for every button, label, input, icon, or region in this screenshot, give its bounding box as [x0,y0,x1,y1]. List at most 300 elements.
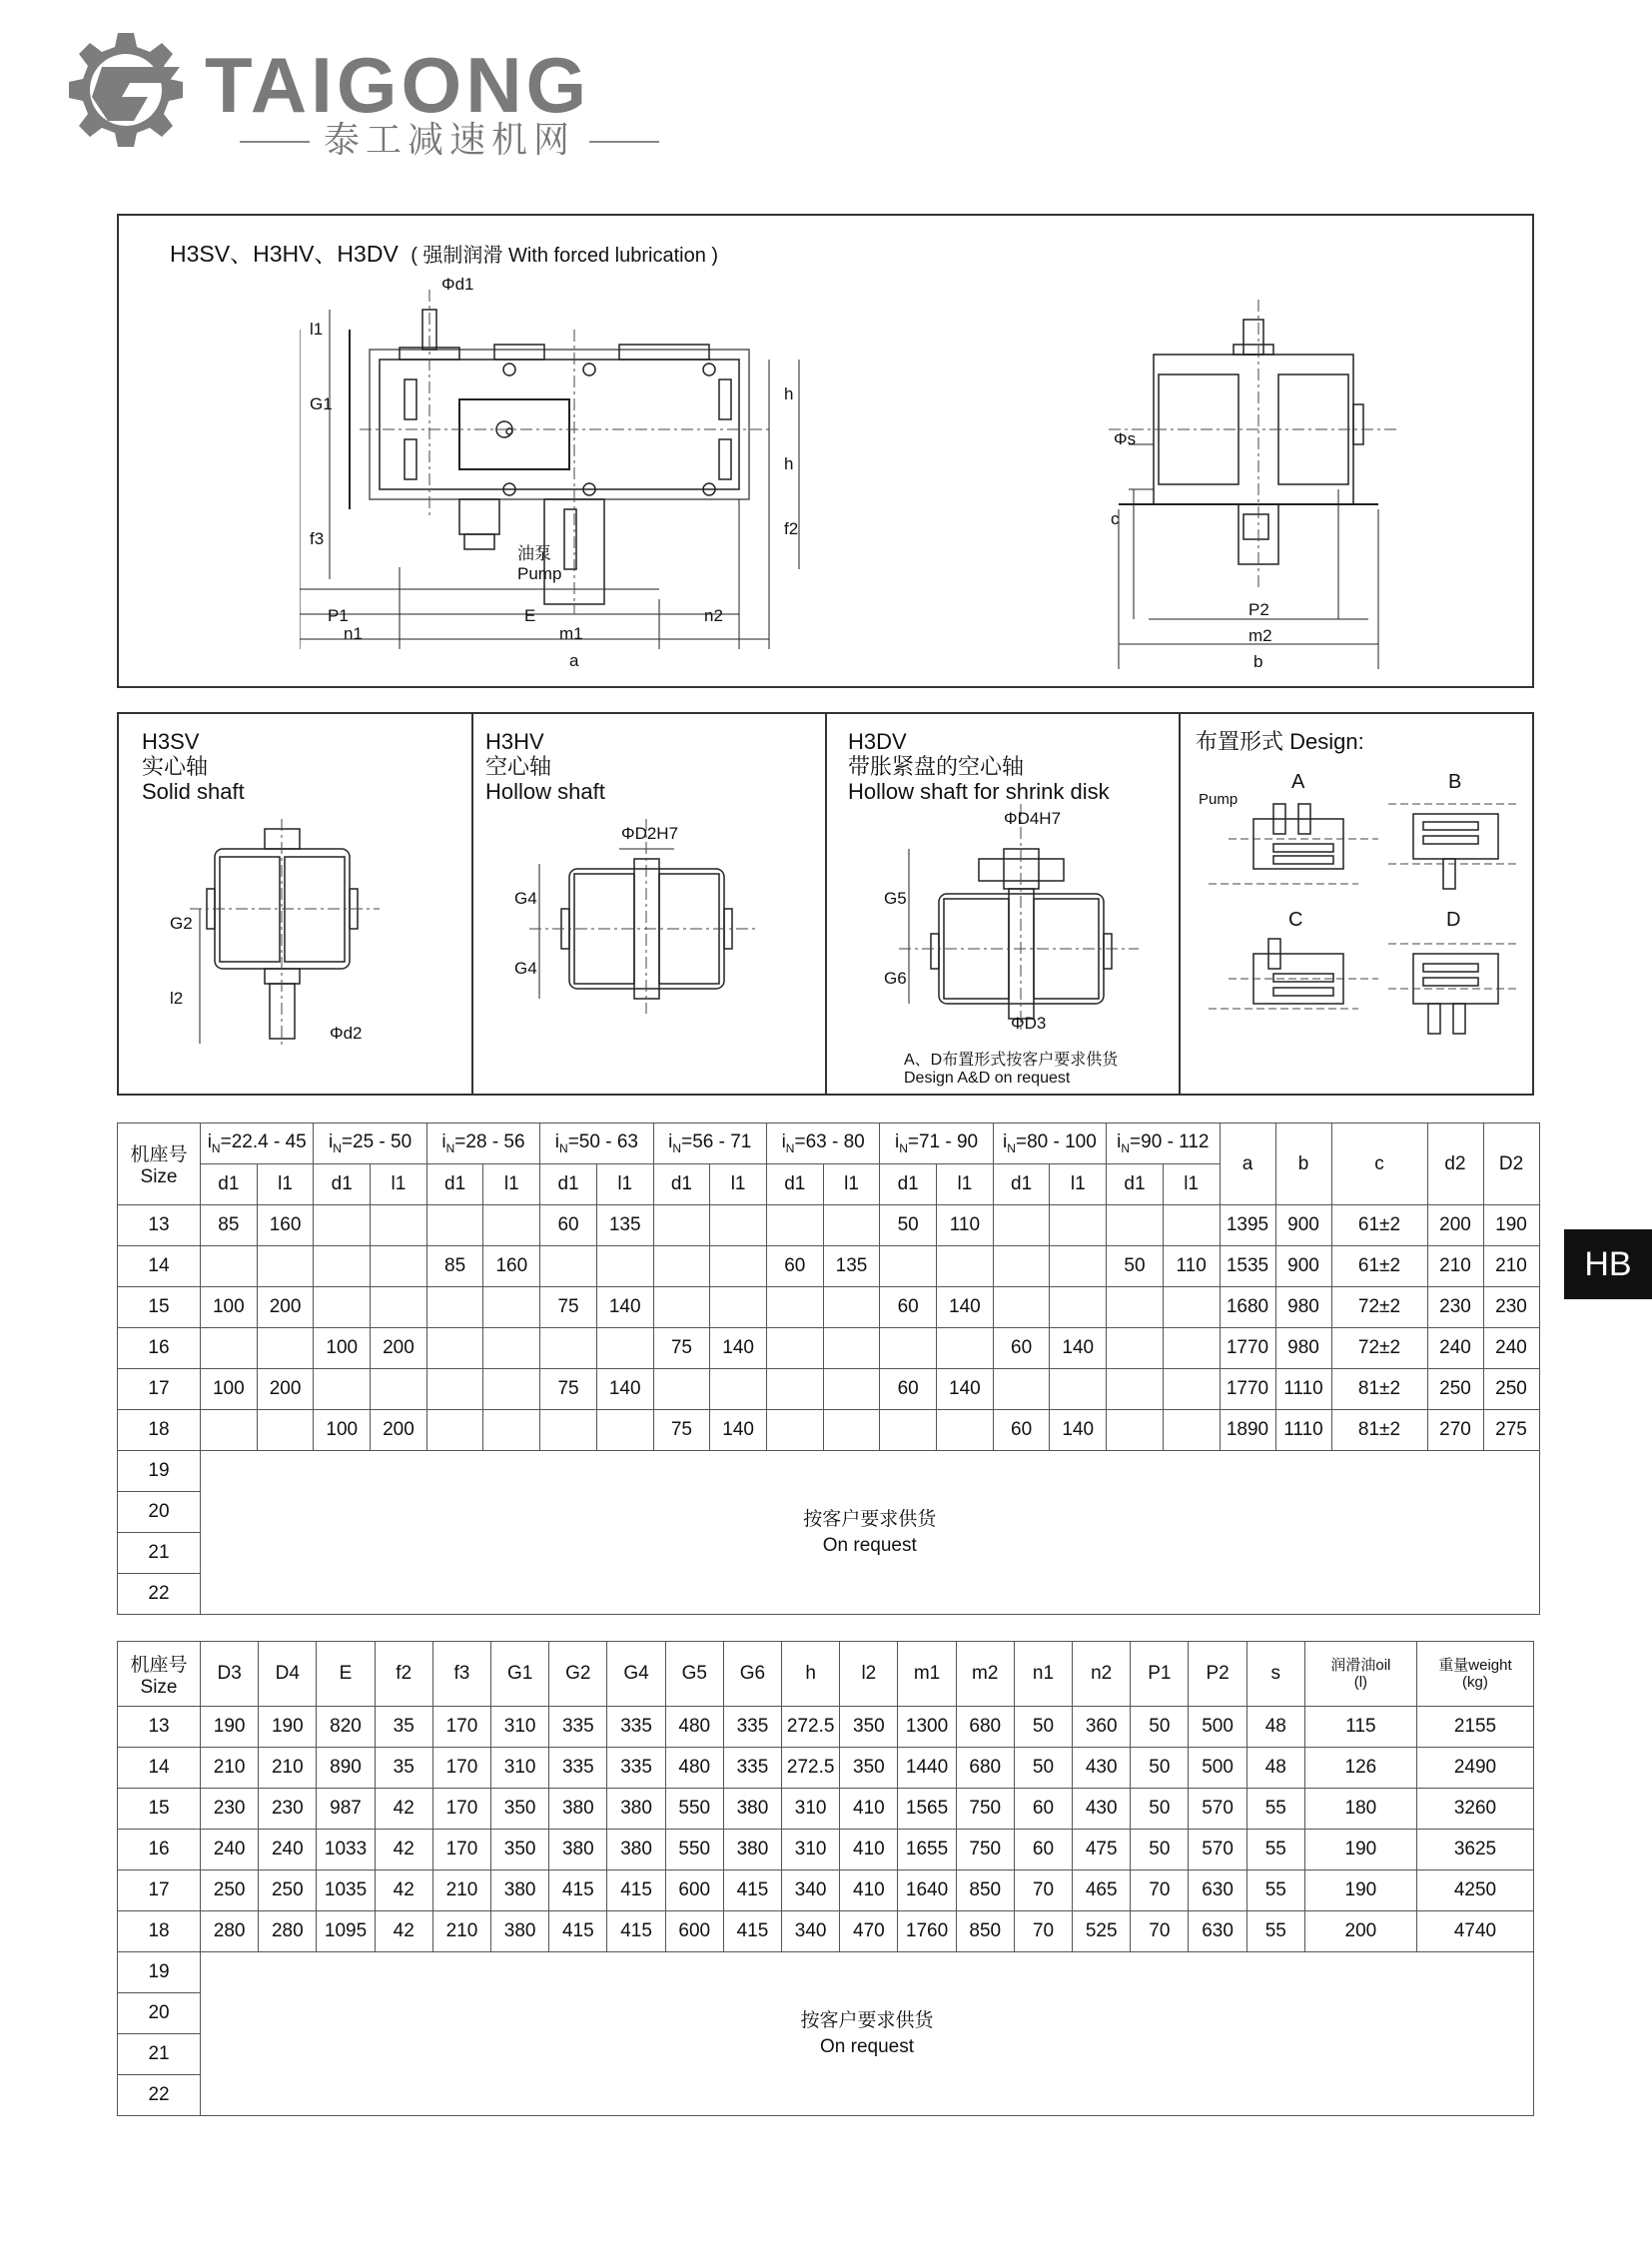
label-pump-en: Pump [517,564,562,583]
table-cell [596,1246,653,1287]
panel-divider-2 [825,712,827,1096]
table-cell: 280 [259,1911,317,1952]
sub-header: d1 [766,1164,823,1205]
column-header: G1 [491,1642,549,1707]
table-cell [766,1369,823,1410]
table-cell: 1890 [1220,1410,1275,1451]
sub-header: l1 [483,1164,540,1205]
sub-header: l1 [937,1164,994,1205]
ratio-range: 28 - 56 [465,1131,525,1153]
table-cell: 750 [956,1789,1014,1830]
column-header: a [1220,1123,1275,1205]
table-cell: 250 [1483,1369,1539,1410]
on-request-cell [201,1451,1540,1615]
on-request-en: On request [822,1534,917,1556]
table-cell: 230 [1483,1287,1539,1328]
column-header: D4 [259,1642,317,1707]
brand-subtitle: 泰工减速机网 [205,112,694,163]
table-cell [1163,1205,1220,1246]
table-cell [201,1410,258,1451]
column-header: d2 [1427,1123,1483,1205]
table-cell: 210 [1427,1246,1483,1287]
column-header: b [1275,1123,1331,1205]
table-cell: 100 [201,1369,258,1410]
table-cell [483,1287,540,1328]
table-cell [540,1328,597,1369]
table-cell: 630 [1189,1870,1246,1911]
table-cell [823,1205,880,1246]
table-cell: 55 [1246,1789,1304,1830]
table-cell: 240 [201,1830,259,1870]
oil-header-label: 润滑油oil [1330,1657,1391,1674]
table-cell [823,1369,880,1410]
ratio-range: 22.4 - 45 [231,1131,307,1153]
panel-hollow-cn: 空心轴 [485,754,552,779]
table-cell: 60 [766,1246,823,1287]
label-E: E [524,606,536,625]
panel-solid-shaft-title [142,729,245,804]
table-cell: 250 [1427,1369,1483,1410]
table-cell: 230 [259,1789,317,1830]
table-cell: 100 [314,1328,371,1369]
label-G4-upper: G4 [514,889,537,908]
table-cell: 410 [840,1830,898,1870]
ratio-group-header: $i_N=63 - 80$ [766,1123,879,1164]
table-cell: 140 [1050,1410,1107,1451]
ratio-group-header: $i_N=71 - 90$ [880,1123,993,1164]
table-cell: 13 [118,1707,201,1748]
table-cell: 140 [596,1287,653,1328]
table-cell: 140 [710,1328,767,1369]
shrink-disk-drawing [879,804,1159,1049]
table-cell: 20 [118,1993,201,2034]
table-row [118,1911,1534,1952]
label-P2: P2 [1248,600,1269,619]
table-cell: 380 [491,1870,549,1911]
label-m2: m2 [1248,626,1272,645]
table-cell [937,1246,994,1287]
table-cell: 60 [540,1205,597,1246]
table-row [118,1870,1534,1911]
table-cell: 110 [1163,1246,1220,1287]
on-request-en: On request [820,2035,914,2057]
table-row [118,1205,1540,1246]
table-cell: 480 [665,1707,723,1748]
table-cell: 380 [607,1830,665,1870]
oil-header-unit: (l) [1353,1674,1368,1691]
table-cell [596,1410,653,1451]
table-cell: 465 [1073,1870,1131,1911]
weight-header-unit: (kg) [1462,1674,1488,1691]
size-header [118,1642,201,1707]
table-cell: 335 [723,1707,781,1748]
table-cell: 350 [840,1707,898,1748]
design-b-label: B [1448,771,1462,793]
label-a: a [569,651,579,670]
table-cell [766,1287,823,1328]
table-cell: 350 [491,1789,549,1830]
table-cell: 430 [1073,1789,1131,1830]
ratio-range: 71 - 90 [918,1131,979,1153]
table-cell: 230 [1427,1287,1483,1328]
table-cell [426,1410,483,1451]
column-header: m1 [898,1642,956,1707]
table-cell [710,1246,767,1287]
table-cell [371,1246,427,1287]
column-header: c [1331,1123,1427,1205]
label-pump-cn: 油泵 [517,544,551,563]
sub-header: d1 [653,1164,710,1205]
table-cell: 81±2 [1331,1410,1427,1451]
table-cell: 335 [607,1707,665,1748]
table-cell: 850 [956,1911,1014,1952]
table-cell: 140 [937,1369,994,1410]
table-cell: 21 [118,2034,201,2075]
table-cell [371,1205,427,1246]
label-m1: m1 [559,624,583,643]
table-cell: 190 [201,1707,259,1748]
table-cell: 48 [1246,1748,1304,1789]
ratio-range: 56 - 71 [692,1131,752,1153]
label-D2: ΦD2H7 [621,824,679,843]
table-cell: 1035 [317,1870,375,1911]
table-cell: 50 [880,1205,937,1246]
column-header: n2 [1073,1642,1131,1707]
panel-shrink-disk-title [848,729,1110,804]
label-s: Φs [1114,429,1137,448]
table-cell: 335 [607,1748,665,1789]
table-cell: 480 [665,1748,723,1789]
table-cell: 210 [432,1911,490,1952]
label-d1: Φd1 [441,275,474,294]
panel-hollow-shaft-title [485,729,605,804]
ratio-group-header: $i_N=28 - 56$ [426,1123,539,1164]
table-row [118,1410,1540,1451]
table-cell [937,1328,994,1369]
label-b: b [1253,652,1263,671]
table-cell: 35 [375,1707,432,1748]
column-header: P1 [1131,1642,1189,1707]
table-cell: 85 [426,1246,483,1287]
table-cell [823,1287,880,1328]
table-cell: 680 [956,1707,1014,1748]
table-cell [1050,1205,1107,1246]
table-cell [1107,1328,1164,1369]
table-cell [766,1205,823,1246]
table-cell: 50 [1014,1707,1072,1748]
table-cell: 240 [1483,1328,1539,1369]
table-cell: 19 [118,1451,201,1492]
table-cell: 475 [1073,1830,1131,1870]
table-cell: 61±2 [1331,1205,1427,1246]
table-cell: 1095 [317,1911,375,1952]
table-cell: 415 [607,1911,665,1952]
table-cell: 250 [201,1870,259,1911]
label-G2: G2 [170,914,193,933]
front-view-drawing [300,270,829,679]
table-cell: 42 [375,1789,432,1830]
table-cell: 600 [665,1870,723,1911]
table-cell: 50 [1131,1789,1189,1830]
table-cell [314,1205,371,1246]
sub-header: l1 [823,1164,880,1205]
sub-header: d1 [314,1164,371,1205]
panel-hollow-en: Hollow shaft [485,779,605,804]
table-row [118,1246,1540,1287]
table-cell [1050,1246,1107,1287]
table-cell: 4250 [1416,1870,1533,1911]
table-cell: 19 [118,1952,201,1993]
table-cell: 2155 [1416,1707,1533,1748]
table-cell: 14 [118,1246,201,1287]
table-cell [1107,1410,1164,1451]
table-row [118,1707,1534,1748]
on-request-cn: 按客户要求供货 [800,2009,934,2031]
table-cell: 550 [665,1830,723,1870]
table-cell: 140 [596,1369,653,1410]
column-header: D3 [201,1642,259,1707]
sub-header: d1 [201,1164,258,1205]
table-cell: 190 [1483,1205,1539,1246]
table-cell: 60 [880,1369,937,1410]
table-cell: 160 [483,1246,540,1287]
table-cell: 350 [491,1830,549,1870]
column-header: f2 [375,1642,432,1707]
table-cell [1107,1369,1164,1410]
size-header-cn: 机座号 [130,1654,188,1676]
table-cell: 190 [1304,1830,1416,1870]
panel-shrink-cn: 带胀紧盘的空心轴 [848,754,1025,779]
size-header-en: Size [140,1166,178,1187]
table-cell: 170 [432,1789,490,1830]
dimension-weight-table [117,1641,1534,2116]
table-cell [1163,1328,1220,1369]
table-cell [314,1287,371,1328]
table-cell: 135 [596,1205,653,1246]
table-cell: 20 [118,1492,201,1533]
column-header: D2 [1483,1123,1539,1205]
table-cell: 750 [956,1830,1014,1870]
on-request-cell [201,1952,1534,2116]
table-cell [483,1205,540,1246]
table-cell: 2490 [1416,1748,1533,1789]
table-cell: 55 [1246,1830,1304,1870]
table-cell: 570 [1189,1789,1246,1830]
table-cell: 140 [1050,1328,1107,1369]
table-cell: 60 [993,1328,1050,1369]
table-cell: 3260 [1416,1789,1533,1830]
table-cell: 55 [1246,1870,1304,1911]
table-cell [483,1410,540,1451]
table-cell [1050,1369,1107,1410]
table-cell [823,1410,880,1451]
model-codes: H3SV、H3HV、H3DV [170,241,399,267]
table-cell: 4740 [1416,1911,1533,1952]
label-D3: ΦD3 [1011,1014,1047,1033]
table-cell: 200 [257,1369,314,1410]
main-drawing-title [170,242,718,269]
table-cell: 1770 [1220,1369,1275,1410]
table-cell: 200 [371,1410,427,1451]
table-cell: 310 [491,1707,549,1748]
table-cell: 210 [432,1870,490,1911]
table-cell [653,1246,710,1287]
label-c: c [1111,509,1120,528]
table-cell [823,1328,880,1369]
table-cell [257,1410,314,1451]
table-cell: 380 [607,1789,665,1830]
table-cell: 360 [1073,1707,1131,1748]
table-cell [426,1369,483,1410]
on-request-cn: 按客户要求供货 [803,1508,937,1530]
table-cell: 18 [118,1911,201,1952]
table-cell [257,1246,314,1287]
table-cell: 160 [257,1205,314,1246]
table-cell: 61±2 [1331,1246,1427,1287]
table-cell: 200 [1427,1205,1483,1246]
sub-header: l1 [1163,1164,1220,1205]
table-cell: 900 [1275,1205,1331,1246]
ratio-range: 90 - 112 [1141,1131,1210,1153]
sub-header: d1 [540,1164,597,1205]
table-cell: 310 [491,1748,549,1789]
label-P1: P1 [328,606,349,625]
table-cell [766,1328,823,1369]
table-cell: 1655 [898,1830,956,1870]
label-G6: G6 [884,969,907,988]
table-cell: 60 [1014,1830,1072,1870]
table-cell: 72±2 [1331,1328,1427,1369]
table-cell: 415 [549,1911,607,1952]
panel-solid-cn: 实心轴 [142,754,209,779]
table-cell [993,1246,1050,1287]
table-cell: 75 [540,1369,597,1410]
table-cell [371,1287,427,1328]
table-row [118,1287,1540,1328]
table-cell [1163,1369,1220,1410]
table-row [118,1369,1540,1410]
label-n2: n2 [704,606,723,625]
table-cell [257,1328,314,1369]
table-cell: 22 [118,1574,201,1615]
table-cell: 50 [1014,1748,1072,1789]
sub-header: l1 [1050,1164,1107,1205]
brand-name: TAIGONG [205,41,591,129]
table-cell: 21 [118,1533,201,1574]
sub-header: l1 [710,1164,767,1205]
table-cell: 272.5 [782,1748,840,1789]
table-cell: 1110 [1275,1369,1331,1410]
table-cell: 180 [1304,1789,1416,1830]
ratio-group-header: $i_N=25 - 50$ [314,1123,426,1164]
table-cell: 3625 [1416,1830,1533,1870]
table-cell [993,1205,1050,1246]
ratio-group-header: $i_N=50 - 63$ [540,1123,653,1164]
hollow-shaft-drawing [509,819,779,1019]
table-cell: 50 [1131,1748,1189,1789]
table-cell: 250 [259,1870,317,1911]
sub-header: l1 [257,1164,314,1205]
table-cell: 335 [723,1748,781,1789]
table-cell: 630 [1189,1911,1246,1952]
table-cell: 35 [375,1748,432,1789]
table-cell [653,1287,710,1328]
solid-shaft-drawing [150,819,410,1059]
table-cell [1107,1205,1164,1246]
table-cell: 415 [723,1911,781,1952]
table-cell: 500 [1189,1707,1246,1748]
table-cell [426,1328,483,1369]
table-cell: 1300 [898,1707,956,1748]
size-header-cn: 机座号 [130,1144,188,1165]
table-cell: 1760 [898,1911,956,1952]
table-cell: 1640 [898,1870,956,1911]
table-cell: 126 [1304,1748,1416,1789]
table-cell: 1535 [1220,1246,1275,1287]
design-a-label: A [1291,771,1305,793]
table-row [118,1328,1540,1369]
weight-header-label: 重量weight [1438,1657,1512,1674]
table-header-row [118,1642,1534,1707]
table-cell: 240 [1427,1328,1483,1369]
table-cell: 15 [118,1789,201,1830]
table-cell [201,1328,258,1369]
sub-header: d1 [426,1164,483,1205]
design-panel-title: 布置形式 Design: [1196,729,1364,754]
table-cell [880,1410,937,1451]
table-cell: 275 [1483,1410,1539,1451]
table-cell: 850 [956,1870,1014,1911]
table-cell: 415 [723,1870,781,1911]
table-cell: 50 [1131,1830,1189,1870]
table-cell: 110 [937,1205,994,1246]
ratio-range: 50 - 63 [578,1131,638,1153]
panel-shrink-code: H3DV [848,729,907,754]
sub-header: d1 [1107,1164,1164,1205]
table-row [118,1748,1534,1789]
table-cell: 190 [1304,1870,1416,1911]
column-header: G4 [607,1642,665,1707]
table-row [118,1789,1534,1830]
table-cell: 410 [840,1789,898,1830]
table-cell: 1565 [898,1789,956,1830]
table-cell: 17 [118,1369,201,1410]
ratio-range: 25 - 50 [353,1131,413,1153]
table-cell: 75 [653,1410,710,1451]
table-cell: 980 [1275,1287,1331,1328]
table-cell: 230 [201,1789,259,1830]
table-cell: 280 [201,1911,259,1952]
label-n1: n1 [344,624,363,643]
column-header: G2 [549,1642,607,1707]
table-cell: 270 [1427,1410,1483,1451]
table-cell: 210 [1483,1246,1539,1287]
table-cell [653,1205,710,1246]
table-cell: 340 [782,1870,840,1911]
side-view-drawing [1109,300,1408,679]
label-h-lower: h [784,454,794,473]
table-cell: 1770 [1220,1328,1275,1369]
table-cell: 170 [432,1748,490,1789]
table-cell: 890 [317,1748,375,1789]
weight-header [1416,1642,1533,1707]
table-row [118,1952,1534,1993]
table-cell: 1680 [1220,1287,1275,1328]
column-header: s [1246,1642,1304,1707]
brand-logo-icon [30,25,205,160]
table-cell: 50 [1107,1246,1164,1287]
ratio-group-header: $i_N=56 - 71$ [653,1123,766,1164]
